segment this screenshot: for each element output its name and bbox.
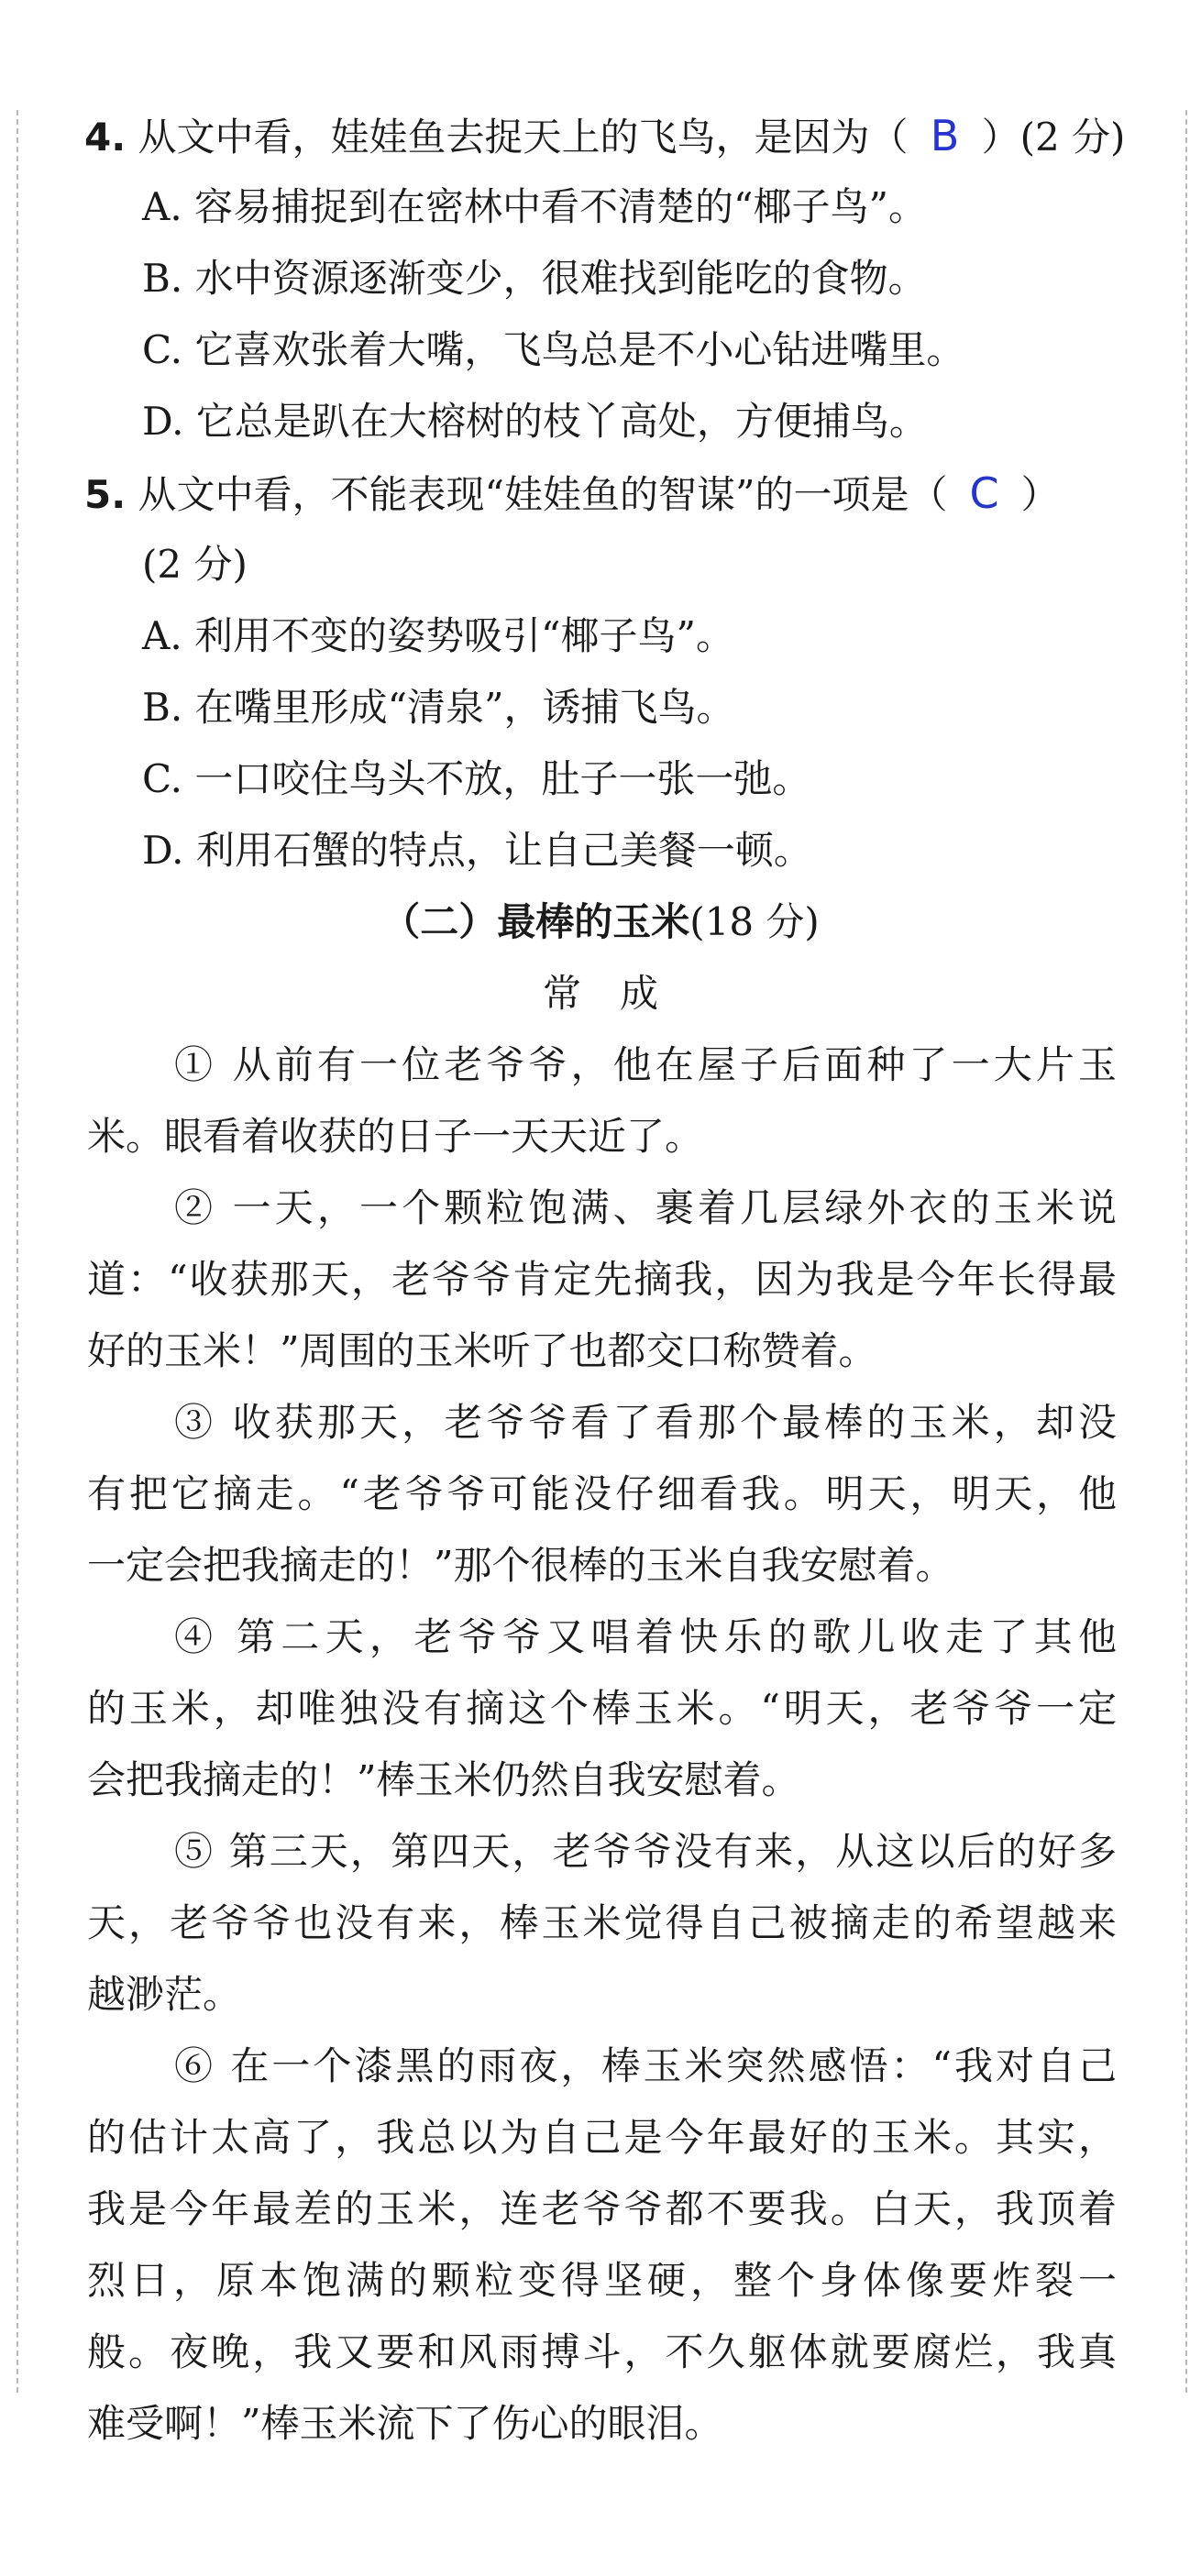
article-line: 的玉米，却唯独没有摘这个棒玉米。“明天，老爷爷一定: [87, 1686, 1117, 1731]
article-line: ① 从前有一位老爷爷，他在屋子后面种了一大片玉: [174, 1042, 1117, 1087]
article-line: 难受啊！”棒玉米流下了伤心的眼泪。: [87, 2401, 723, 2446]
article-line: 天，老爷爷也没有来，棒玉米觉得自己被摘走的希望越来: [87, 1900, 1117, 1945]
article-title: （二）最棒的玉米: [381, 899, 690, 944]
article-line: ⑥ 在一个漆黑的雨夜，棒玉米突然感悟：“我对自己: [174, 2043, 1117, 2088]
article-line: 一定会把我摘走的！”那个很棒的玉米自我安慰着。: [87, 1543, 954, 1588]
question-5-option-d: D. 利用石蟹的特点，让自己美餐一顿。: [142, 828, 812, 873]
question-5-option-c: C. 一口咬住鸟头不放，肚子一张一弛。: [142, 756, 811, 801]
article-line: ② 一天，一个颗粒饱满、裹着几层绿外衣的玉米说: [174, 1185, 1117, 1230]
question-4-answer: B: [930, 111, 960, 160]
question-5-stem: [84, 468, 1166, 521]
question-4-stem: [84, 110, 1166, 163]
article-score: (18 分): [689, 899, 820, 944]
article-line: 般。夜晚，我又要和风雨搏斗，不久躯体就要腐烂，我真: [87, 2329, 1117, 2374]
article-line: 道：“收获那天，老爷爷肯定先摘我，因为我是今年长得最: [87, 1257, 1117, 1302]
article-heading: [0, 897, 1201, 948]
question-5-option-b: B. 在嘴里形成“清泉”，诱捕飞鸟。: [142, 685, 735, 730]
question-4-score: ）(2 分): [981, 115, 1126, 160]
article-line: 好的玉米！”周围的玉米听了也都交口称赞着。: [87, 1328, 877, 1373]
question-4-option-d: D. 它总是趴在大榕树的枝丫高处，方便捕鸟。: [142, 399, 928, 444]
question-4-text: 从文中看，娃娃鱼去捉天上的飞鸟，是因为（: [138, 115, 909, 160]
article-line: 会把我摘走的！”棒玉米仍然自我安慰着。: [87, 1757, 800, 1802]
question-5-option-a: A. 利用不变的姿势吸引“椰子鸟”。: [142, 613, 734, 658]
article-line: 有把它摘走。“老爷爷可能没仔细看我。明天，明天，他: [87, 1471, 1117, 1516]
article-line: ④ 第二天，老爷爷又唱着快乐的歌儿收走了其他: [174, 1614, 1117, 1659]
article-line: 烈日，原本饱满的颗粒变得坚硬，整个身体像要炸裂一: [87, 2258, 1117, 2303]
right-margin-dashed-line: [1185, 110, 1187, 2393]
question-4-option-c: C. 它喜欢张着大嘴，飞鸟总是不小心钻进嘴里。: [142, 327, 965, 372]
question-5-score: (2 分): [142, 542, 248, 587]
article-author: 常 成: [542, 971, 658, 1016]
article-line: 越渺茫。: [87, 1972, 242, 2017]
question-4-option-b: B. 水中资源逐渐变少，很难找到能吃的食物。: [142, 256, 927, 301]
question-5-answer: C: [969, 468, 999, 518]
article-line: ⑤ 第三天，第四天，老爷爷没有来，从这以后的好多: [174, 1829, 1117, 1874]
article-line: 的估计太高了，我总以为自己是今年最好的玉米。其实，: [87, 2115, 1117, 2160]
article-line: ③ 收获那天，老爷爷看了看那个最棒的玉米，却没: [174, 1400, 1117, 1445]
article-line: 我是今年最差的玉米，连老爷爷都不要我。白天，我顶着: [87, 2186, 1117, 2231]
article-line: 米。眼看着收获的日子一天天近了。: [87, 1114, 704, 1159]
question-5-text: 从文中看，不能表现“娃娃鱼的智谋”的一项是（: [138, 472, 948, 517]
question-4-option-a: A. 容易捕捉到在密林中看不清楚的“椰子鸟”。: [142, 184, 927, 229]
question-5-bracket-close: ）: [1020, 472, 1060, 517]
left-margin-dashed-line: [17, 110, 18, 2393]
question-4-number: 4.: [84, 115, 127, 160]
question-5-number: 5.: [84, 472, 127, 517]
